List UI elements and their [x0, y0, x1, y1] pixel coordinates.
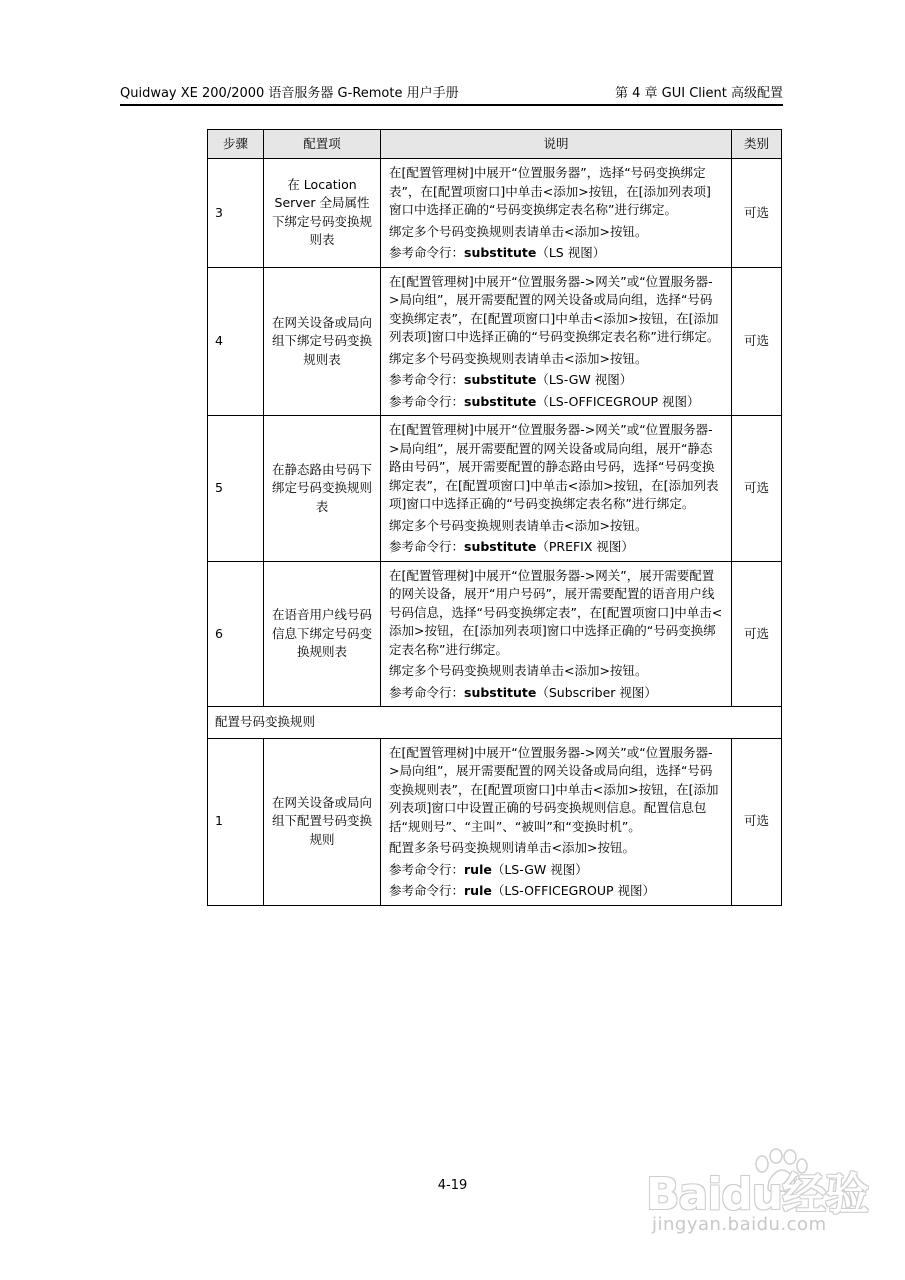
header-title: Quidway XE 200/2000 语音服务器 G-Remote 用户手册: [120, 86, 459, 101]
table-row: [208, 267, 782, 416]
config-item: 在语音用户线号码信息下绑定号码变换规则表: [264, 561, 381, 707]
description-text: 在[配置管理树]中展开“位置服务器->网关”，展开需要配置的网关设备，展开“用户号码”，展开需要配置的语音用户线号码信息，选择“号码变换绑定表”，在[配置项窗口]中单击<添加>按钮，在[添加列表项]窗口中选择正确的“号码变换绑定表名称”进行绑定。: [389, 567, 723, 657]
section-title: 配置号码变换规则: [208, 707, 782, 739]
column-header-step: 步骤: [208, 130, 264, 159]
baidu-jingyan-watermark: [640, 1148, 870, 1248]
table-row: [208, 416, 782, 562]
command-reference: 参考命令行：substitute（LS-OFFICEGROUP 视图）: [389, 393, 700, 409]
command-keyword: substitute: [464, 393, 537, 409]
command-reference: 参考命令行：substitute（Subscriber 视图）: [389, 684, 657, 700]
header-chapter: 第 4 章 GUI Client 高级配置: [615, 86, 783, 101]
description-text: 在[配置管理树]中展开“位置服务器->网关”或“位置服务器->局向组”，展开需要配置的网关设备或局向组，选择“号码变换规则表”，在[配置项窗口]中单击<添加>按钮，在[添加列表项]窗口中设置正确的号码变换规则信息。配置信息包括“规则号”、“主叫”、“被叫”和“变换时机”。: [389, 744, 719, 834]
description-cell: [381, 267, 732, 416]
command-keyword: rule: [464, 861, 492, 877]
table-header-row: [208, 130, 782, 159]
step-number: 3: [208, 159, 264, 268]
command-keyword: substitute: [464, 372, 537, 387]
step-number: 5: [208, 416, 264, 562]
category-cell: 可选: [732, 267, 782, 416]
command-reference: 参考命令行：substitute（LS-GW 视图）: [389, 372, 633, 387]
command-reference: 参考命令行：substitute（LS 视图）: [389, 245, 606, 260]
config-steps-table: [207, 129, 782, 906]
table-row: [208, 159, 782, 268]
description-text: 在[配置管理树]中展开“位置服务器->网关”或“位置服务器->局向组”，展开需要配置的网关设备或局向组，展开“静态路由号码”，展开需要配置的静态路由号码，选择“号码变换绑定表”，在[配置项窗口]中单击<添加>按钮，在[添加列表项]窗口中选择正确的“号码变换绑定表名称”进行绑定。: [389, 422, 719, 511]
description-text: 绑定多个号码变换规则表请单击<添加>按钮。: [389, 517, 648, 533]
step-number: 1: [208, 738, 264, 905]
step-number: 4: [208, 267, 264, 416]
command-keyword: rule: [464, 883, 492, 898]
category-cell: 可选: [732, 416, 782, 562]
table-row: [208, 738, 782, 905]
command-reference: 参考命令行：substitute（PREFIX 视图）: [389, 539, 634, 554]
description-text: 绑定多个号码变换规则表请单击<添加>按钮。: [389, 223, 648, 239]
description-text: 配置多条号码变换规则请单击<添加>按钮。: [389, 840, 635, 855]
page-header: [120, 86, 783, 106]
command-reference: 参考命令行：rule（LS-GW 视图）: [389, 861, 588, 877]
description-text: 绑定多个号码变换规则表请单击<添加>按钮。: [389, 663, 648, 678]
section-row: [208, 707, 782, 739]
config-item: 在网关设备或局向组下配置号码变换规则: [264, 738, 381, 905]
config-item: 在网关设备或局向组下绑定号码变换规则表: [264, 267, 381, 416]
watermark-brand: Baidu经验: [646, 1169, 869, 1220]
category-cell: 可选: [732, 738, 782, 905]
config-item: 在 Location Server 全局属性下绑定号码变换规则表: [264, 159, 381, 268]
table-row: [208, 561, 782, 707]
category-cell: 可选: [732, 561, 782, 707]
description-text: 绑定多个号码变换规则表请单击<添加>按钮。: [389, 350, 648, 366]
description-cell: [381, 561, 732, 707]
description-text: 在[配置管理树]中展开“位置服务器”，选择“号码变换绑定表”，在[配置项窗口]中单击<添加>按钮，在[添加列表项]窗口中选择正确的“号码变换绑定表名称”进行绑定。: [389, 165, 711, 217]
description-cell: [381, 159, 732, 268]
column-header-item: 配置项: [264, 130, 381, 159]
command-keyword: substitute: [464, 539, 537, 554]
page-number: 4-19: [437, 1178, 468, 1193]
step-number: 6: [208, 561, 264, 707]
description-cell: [381, 738, 732, 905]
description-cell: [381, 416, 732, 562]
config-item: 在静态路由号码下绑定号码变换规则表: [264, 416, 381, 562]
column-header-description: 说明: [381, 130, 732, 159]
watermark-url: jingyan.baidu.com: [652, 1214, 827, 1235]
description-text: 在[配置管理树]中展开“位置服务器->网关”或“位置服务器->局向组”，展开需要配置的网关设备或局向组，选择“号码变换绑定表”，在[配置项窗口]中单击<添加>按钮，在[添加列表项]窗口中选择正确的“号码变换绑定表名称”进行绑定。: [389, 273, 720, 344]
command-reference: 参考命令行：rule（LS-OFFICEGROUP 视图）: [389, 883, 656, 898]
command-keyword: substitute: [464, 684, 537, 700]
category-cell: 可选: [732, 159, 782, 268]
column-header-category: 类别: [732, 130, 782, 159]
command-keyword: substitute: [464, 245, 537, 260]
